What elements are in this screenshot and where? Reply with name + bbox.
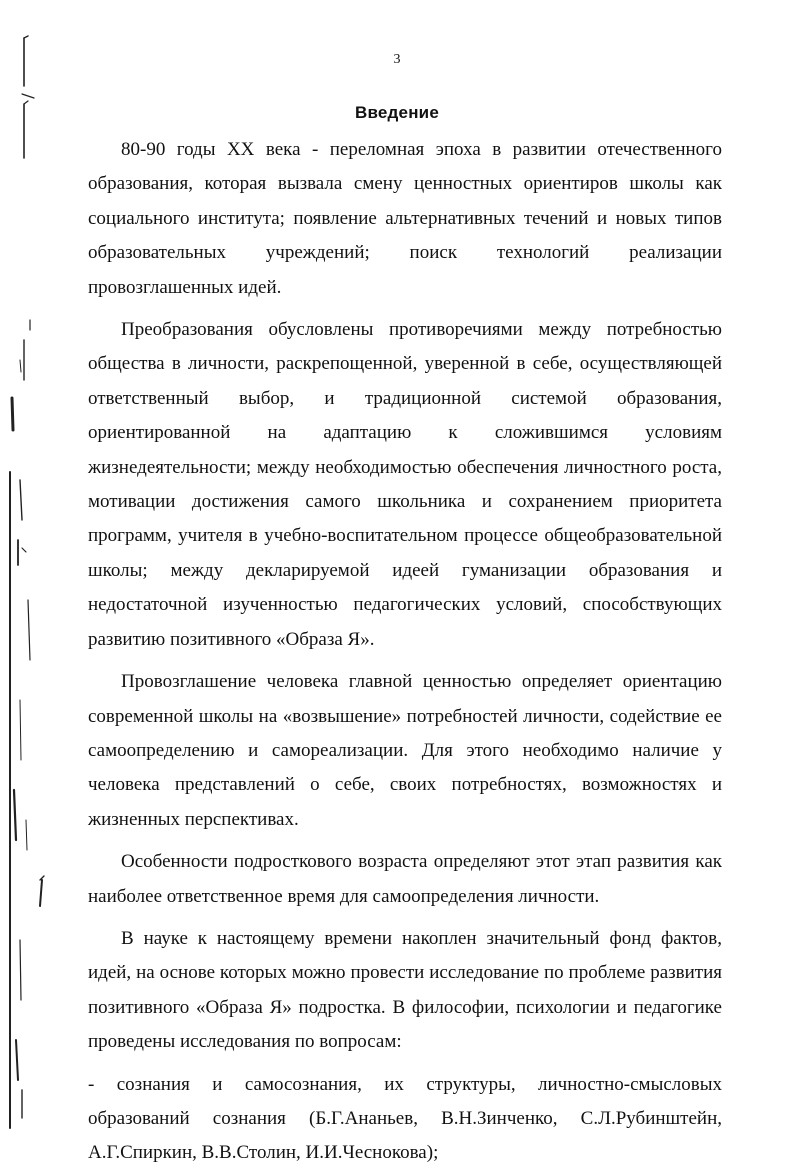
paragraph: Провозглашение человека главной ценностью определяет ориентацию современной школы на «возвышение» потребностей личности, содействие ее самоопределению и самореализации. Для этого необходимо наличие у человека представлений о себе, своих потребностях, возможностях и жизненных перспективах. bbox=[88, 671, 722, 830]
scan-edge-marks bbox=[0, 0, 60, 1138]
paragraph: 80-90 годы XX века - переломная эпоха в развитии отечественного образования, которая вызвала смену ценностных ориентиров школы как социального института; появление альтернативных течений и новых типов образовательных учреждений; поиск технологий реализации провозглашенных идей. bbox=[88, 139, 722, 298]
section-heading: Введение bbox=[355, 103, 439, 122]
page-number: 3 bbox=[393, 52, 401, 67]
paragraph: В науке к настоящему времени накоплен значительный фонд фактов, идей, на основе которых можно провести исследование по проблеме развития позитивного «Образа Я» подростка. В философии, психологии и педагогике проведены исследования по вопросам: bbox=[88, 927, 722, 1053]
paragraph: Особенности подросткового возраста определяют этот этап развития как наиболее ответственное время для самоопределения личности. bbox=[88, 851, 722, 907]
paragraph: Преобразования обусловлены противоречиями между потребностью общества в личности, раскрепощенной, уверенной в себе, осуществляющей ответственный выбор, и традиционной системой образования, ориентированной на адаптацию к сложившимся условиям жизнедеятельности; между необходимостью обеспечения личностного роста, мотивации достижения самого школьника и сохранением приоритета программ, учителя в учебно-воспитательном процессе общеобразовательной школы; между декларируемой идеей гуманизации образования и недостаточной изученностью педагогических условий, способствующих развитию позитивного «Образа Я». bbox=[88, 319, 722, 650]
document-body bbox=[88, 133, 722, 1171]
list-item: - сознания и самосознания, их структуры, личностно-смысловых образований сознания (Б.Г.Ананьев, В.Н.Зинченко, С.Л.Рубинштейн, А.Г.Спиркин, В.В.Столин, И.И.Чеснокова); bbox=[88, 1073, 722, 1164]
